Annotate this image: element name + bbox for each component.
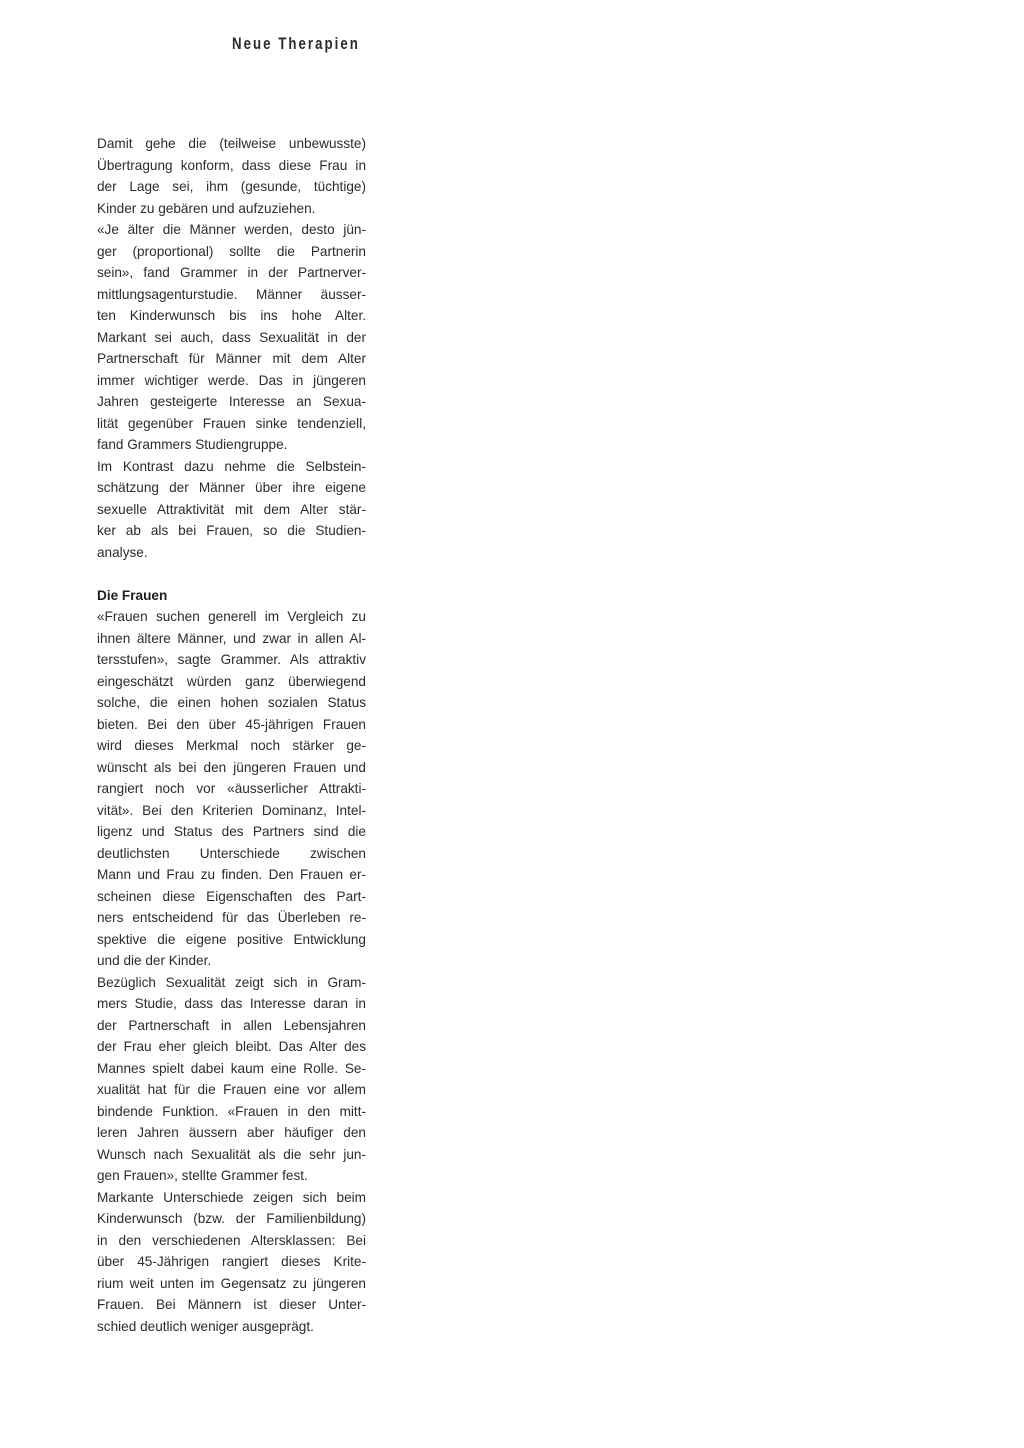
text-line: Markante Unterschiede zeigen sich beim — [97, 1189, 366, 1205]
text-line: Wunsch nach Sexualität als die sehr jun- — [97, 1146, 366, 1162]
text-line: Partnerschaft für Männer mit dem Alter — [97, 351, 366, 366]
text-line: sexuelle Attraktivität mit dem Alter stär- — [97, 501, 366, 517]
text-line: ten Kinderwunsch bis ins hohe Alter. — [97, 308, 366, 323]
text-line: sein», fand Grammer in der Partnerver- — [97, 265, 366, 280]
text-line: ners entscheidend für das Überleben re- — [97, 910, 366, 925]
text-line: Bezüglich Sexualität zeigt sich in Gram- — [97, 974, 366, 990]
text-line: rium weit unten im Gegensatz zu jüngeren — [97, 1275, 366, 1291]
text-line: scheinen diese Eigenschaften des Part- — [97, 888, 366, 904]
text-line: Mannes spielt dabei kaum eine Rolle. Se- — [97, 1060, 366, 1076]
text-line: ker ab als bei Frauen, so die Studien- — [97, 523, 366, 538]
paragraph — [97, 1187, 366, 1338]
text-line: Kinderwunsch (bzw. der Familienbildung) — [97, 1211, 366, 1226]
text-line: leren Jahren äussern aber häufiger den — [97, 1125, 366, 1140]
text-line: xualität hat für die Frauen eine vor allem — [97, 1082, 366, 1097]
text-line: wird dieses Merkmal noch stärker ge- — [97, 738, 366, 753]
text-line: ligenz und Status des Partners sind die — [97, 824, 366, 839]
text-line: und die der Kinder. — [97, 953, 212, 968]
text-line: Jahren gesteigerte Interesse an Sexua- — [97, 394, 366, 409]
text-line: der Partnerschaft in allen Lebensjahren — [97, 1017, 366, 1033]
text-line: Mann und Frau zu finden. Den Frauen er- — [97, 867, 366, 882]
text-line: Im Kontrast dazu nehme die Selbstein- — [97, 458, 366, 474]
text-column — [97, 133, 366, 1337]
text-line: fand Grammers Studiengruppe. — [97, 437, 288, 452]
paragraph — [97, 219, 366, 456]
running-header: Neue Therapien — [232, 34, 360, 53]
paragraph — [97, 972, 366, 1187]
text-line: in den verschiedenen Altersklassen: Bei — [97, 1232, 366, 1248]
text-line: der Frau eher gleich bleibt. Das Alter des — [97, 1039, 366, 1054]
text-line: solche, die einen hohen sozialen Status — [97, 695, 366, 710]
text-line: Markant sei auch, dass Sexualität in der — [97, 329, 366, 345]
text-line: rangiert noch vor «äusserlicher Attrakti- — [97, 781, 366, 796]
text-line: spektive die eigene positive Entwicklung — [97, 931, 366, 947]
text-line: analyse. — [97, 544, 148, 560]
text-line: schätzung der Männer über ihre eigene — [97, 480, 366, 495]
paragraph — [97, 133, 366, 219]
paragraph — [97, 456, 366, 564]
text-line: deutlichsten Unterschiede zwischen — [97, 845, 366, 861]
text-line: eingeschätzt würden ganz überwiegend — [97, 673, 366, 689]
text-line: Übertragung konform, dass diese Frau in — [97, 157, 366, 173]
spacer — [97, 563, 366, 585]
text-line: ihnen ältere Männer, und zwar in allen Al- — [97, 630, 366, 646]
text-line: Damit gehe die (teilweise unbewusste) — [97, 136, 366, 151]
text-line: mittlungsagenturstudie. Männer äusser- — [97, 286, 366, 302]
text-line: wünscht als bei den jüngeren Frauen und — [97, 759, 366, 775]
text-line: «Je älter die Männer werden, desto jün- — [97, 222, 366, 237]
text-line: lität gegenüber Frauen sinke tendenziell, — [97, 415, 366, 431]
paragraph — [97, 606, 366, 972]
text-line: der Lage sei, ihm (gesunde, tüchtige) — [97, 179, 366, 194]
text-line: tersstufen», sagte Grammer. Als attraktiv — [97, 652, 366, 667]
text-line: gen Frauen», stellte Grammer fest. — [97, 1168, 308, 1183]
text-line: «Frauen suchen generell im Vergleich zu — [97, 609, 366, 624]
text-line: bindende Funktion. «Frauen in den mitt- — [97, 1103, 366, 1119]
text-line: Frauen. Bei Männern ist dieser Unter- — [97, 1297, 366, 1312]
text-line: Kinder zu gebären und aufzuziehen. — [97, 200, 316, 216]
text-line: ger (proportional) sollte die Partnerin — [97, 243, 366, 259]
text-line: bieten. Bei den über 45-jährigen Frauen — [97, 716, 366, 732]
section-heading: Die Frauen — [97, 587, 168, 603]
text-line: über 45-Jährigen rangiert dieses Krite- — [97, 1254, 366, 1269]
text-line: mers Studie, dass das Interesse daran in — [97, 996, 366, 1011]
text-line: immer wichtiger werde. Das in jüngeren — [97, 372, 366, 388]
text-line: vität». Bei den Kriterien Dominanz, Intel- — [97, 802, 366, 818]
text-line: schied deutlich weniger ausgeprägt. — [97, 1318, 314, 1334]
